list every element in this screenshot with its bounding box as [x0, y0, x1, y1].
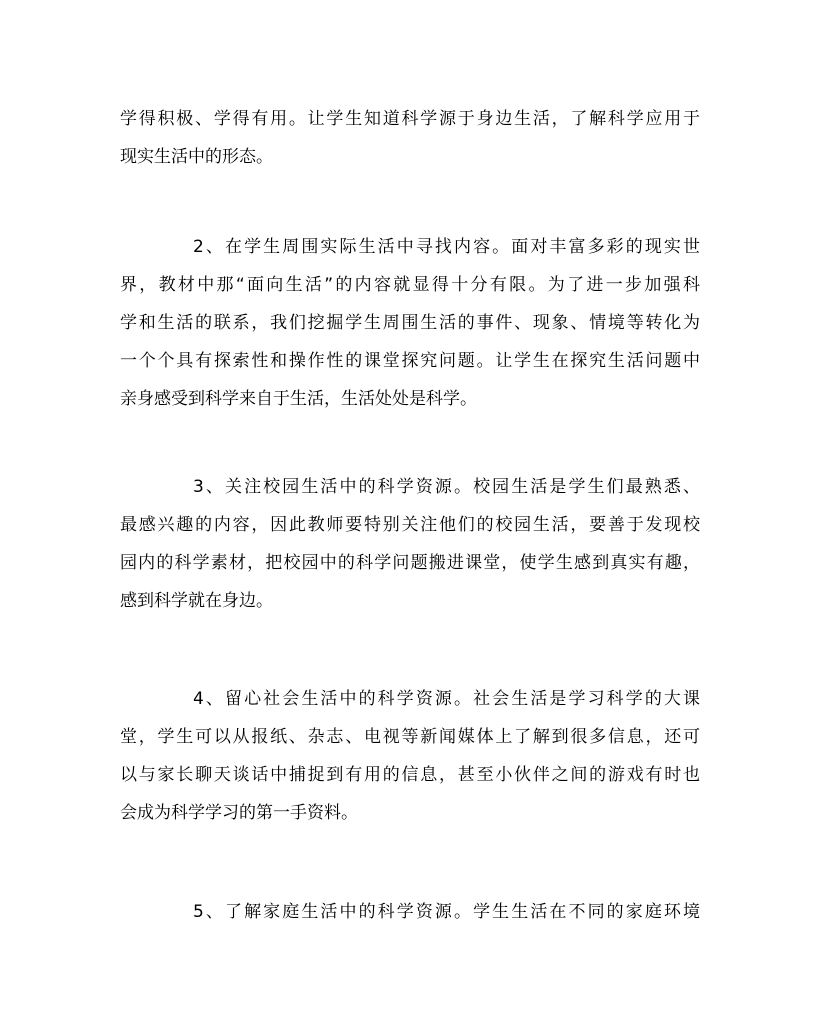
text-line: 以与家长聊天谈话中捕捉到有用的信息，甚至小伙伴之间的游戏有时也 [120, 765, 700, 785]
text-line: 2、在学生周围实际生活中寻找内容。面对丰富多彩的现实世 [193, 237, 700, 257]
text-line: 最感兴趣的内容，因此教师要特别关注他们的校园生活，要善于发现校 [120, 515, 700, 535]
paragraph-5 [120, 893, 700, 931]
text-line: 学和生活的联系，我们挖掘学生周围生活的事件、现象、情境等转化为 [120, 313, 700, 333]
paragraph-3 [120, 468, 700, 620]
paragraph-2 [120, 228, 700, 418]
text-line: 现实生活中的形态。 [120, 147, 273, 167]
text-line: 学得积极、学得有用。让学生知道科学源于身边生活，了解科学应用于 [120, 109, 700, 129]
paragraph-1 [120, 100, 700, 176]
text-line: 感到科学就在身边。 [120, 591, 273, 611]
text-line: 园内的科学素材，把校园中的科学问题搬进课堂，使学生感到真实有趣， [120, 553, 700, 573]
text-line: 亲身感受到科学来自于生活，生活处处是科学。 [120, 389, 477, 409]
paragraph-4 [120, 680, 700, 832]
text-line: 会成为科学学习的第一手资料。 [120, 803, 358, 823]
text-line: 界，教材中那“面向生活”的内容就显得十分有限。为了进一步加强科 [120, 275, 700, 295]
text-line: 5、了解家庭生活中的科学资源。学生生活在不同的家庭环境 [193, 902, 700, 922]
text-line: 4、留心社会生活中的科学资源。社会生活是学习科学的大课 [193, 689, 700, 709]
text-line: 堂，学生可以从报纸、杂志、电视等新闻媒体上了解到很多信息，还可 [120, 727, 700, 747]
text-line: 3、关注校园生活中的科学资源。校园生活是学生们最熟悉、 [193, 477, 700, 497]
text-line: 一个个具有探索性和操作性的课堂探究问题。让学生在探究生活问题中 [120, 351, 700, 371]
